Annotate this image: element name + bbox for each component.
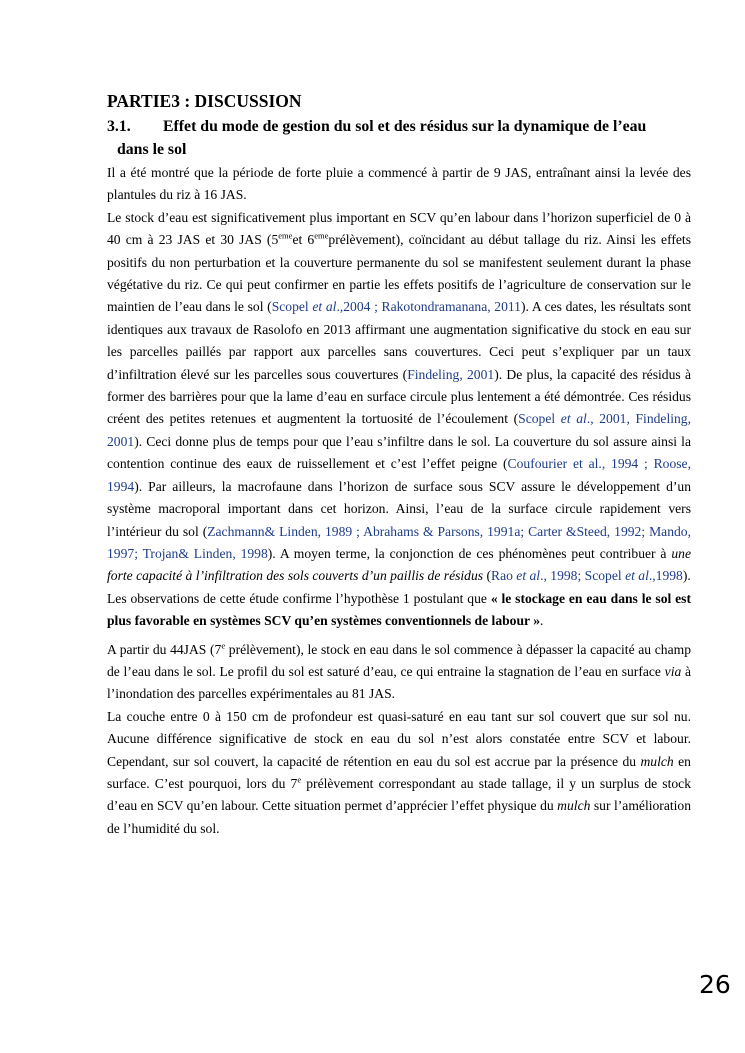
citation-scopel-2004: Scopel et al.,2004 ; Rakotondramanana, 2011: [271, 299, 521, 315]
paragraph-5: La couche entre 0 à 150 cm de profondeur est quasi-saturé en eau tant sur sol couvert que sur sol nu. Aucune différence significative de stock en eau du sol n’est alors constatée entre SCV et labour. Cependant, sur sol couvert, la capacité de rétention en eau du sol est accrue par la présence du mulch en surface. C’est pourquoi, lors du 7e prélèvement correspondant au stade tallage, il y un surplus de stock d’eau en SCV qu’en labour. Cette situation permet d’apprécier l’effet physique du mulch sur l’amélioration de l’humidité du sol.: [107, 708, 692, 836]
paragraph-3: Les observations de cette étude confirme l’hypothèse 1 postulant que « le stockage en eau dans le sol est plus favorable en systèmes SCV qu’en systèmes conventionnels de labour ».: [107, 590, 691, 629]
paragraph-1: Il a été montré que la période de forte pluie a commencé à partir de 9 JAS, entraînant ainsi la levée des plantules du riz à 16 JAS.: [107, 165, 691, 203]
paragraph-4: A partir du 44JAS (7e prélèvement), le stock en eau dans le sol commence à dépasser la capacité au champ de l’eau dans le sol. Le profil du sol est saturé d’eau, ce qui entraine la stagnation de l’eau en surface via à l’inondation des parcelles expérimentales au 81 JAS.: [107, 640, 691, 702]
citation-findeling-2001: Findeling, 2001: [407, 366, 495, 382]
citation-zachmann-1989: Zachmann& Linden, 1989 ; Abrahams & Parsons, 1991a; Carter &Steed, 1992; Mando, 1997; Trojan& Linden, 1998: [107, 523, 691, 561]
page-content: [107, 88, 691, 840]
citation-coufourier-1994: Coufourier et al., 1994 ; Roose, 1994: [107, 456, 691, 494]
section-heading-line1: Effet du mode de gestion du sol et des résidus sur la dynamique de l’eau: [163, 118, 647, 135]
page-number: 26: [699, 970, 731, 999]
citation-rao-1998: Rao et al., 1998; Scopel et al.,1998: [491, 568, 683, 584]
italic-infiltration-phrase: une forte capacité à l’infiltration des sols couverts d’un paillis de résidus: [107, 545, 691, 584]
citation-scopel-2001: Scopel et al., 2001, Findeling, 2001: [107, 411, 691, 449]
section-number: 3.1.: [107, 118, 131, 135]
page-title: PARTIE3 : DISCUSSION: [107, 91, 302, 111]
section-heading: [107, 115, 691, 161]
section-heading-line2: dans le sol: [117, 141, 187, 158]
paragraph-2: Le stock d’eau est significativement plus important en SCV qu’en labour dans l’horizon superficiel de 0 à 40 cm à 23 JAS et 30 JAS (5emeet 6emeprélèvement), coïncidant au début tallage du riz. Ainsi les effets positifs du non perturbation et la couverture permanente du sol se manifestent seulement durant la phase végétative du riz. Ce qui peut confirmer en partie les effets positifs de l’agriculture de conservation sur le maintien de l’eau dans le sol (Scopel et al.,2004 ; Rakotondramanana, 2011). A ces dates, les résultats sont identiques aux travaux de Rasolofo en 2013 affirmant une augmentation significative du stock en eau sur les parcelles paillés par rapport aux parcelles sans couvertures. Ceci peut s’expliquer par un taux d’infiltration élevé sur les parcelles sous couvertures (Findeling, 2001). De plus, la capacité des résidus à former des barrières pour que la lame d’eau en surface circule plus lentement a été démontrée. Ces résidus créent des petites retenues et augmentent la tortuosité de l’écoulement (Scopel et al., 2001, Findeling, 2001). Ceci donne plus de temps pour que l’eau s’infiltre dans le sol. La couverture du sol assure ainsi la contention continue des eaux de ruissellement et c’est l’effet peigne (Coufourier et al., 1994 ; Roose, 1994). Par ailleurs, la macrofaune dans l’horizon de surface sous SCV assure le développement d’un système macroporal important dans cet horizon. Ainsi, l’eau de la surface circule rapidement vers l’intérieur du sol (Zachmann& Linden, 1989 ; Abrahams & Parsons, 1991a; Carter &Steed, 1992; Mando, 1997; Trojan& Linden, 1998). A moyen terme, la conjonction de ces phénomènes peut contribuer à une forte capacité à l’infiltration des sols couverts d’un paillis de résidus (Rao et al., 1998; Scopel et al.,1998).: [107, 209, 691, 584]
hypothesis-statement: « le stockage en eau dans le sol est plus favorable en systèmes SCV qu’en systèmes conventionnels de labour »: [107, 590, 691, 629]
